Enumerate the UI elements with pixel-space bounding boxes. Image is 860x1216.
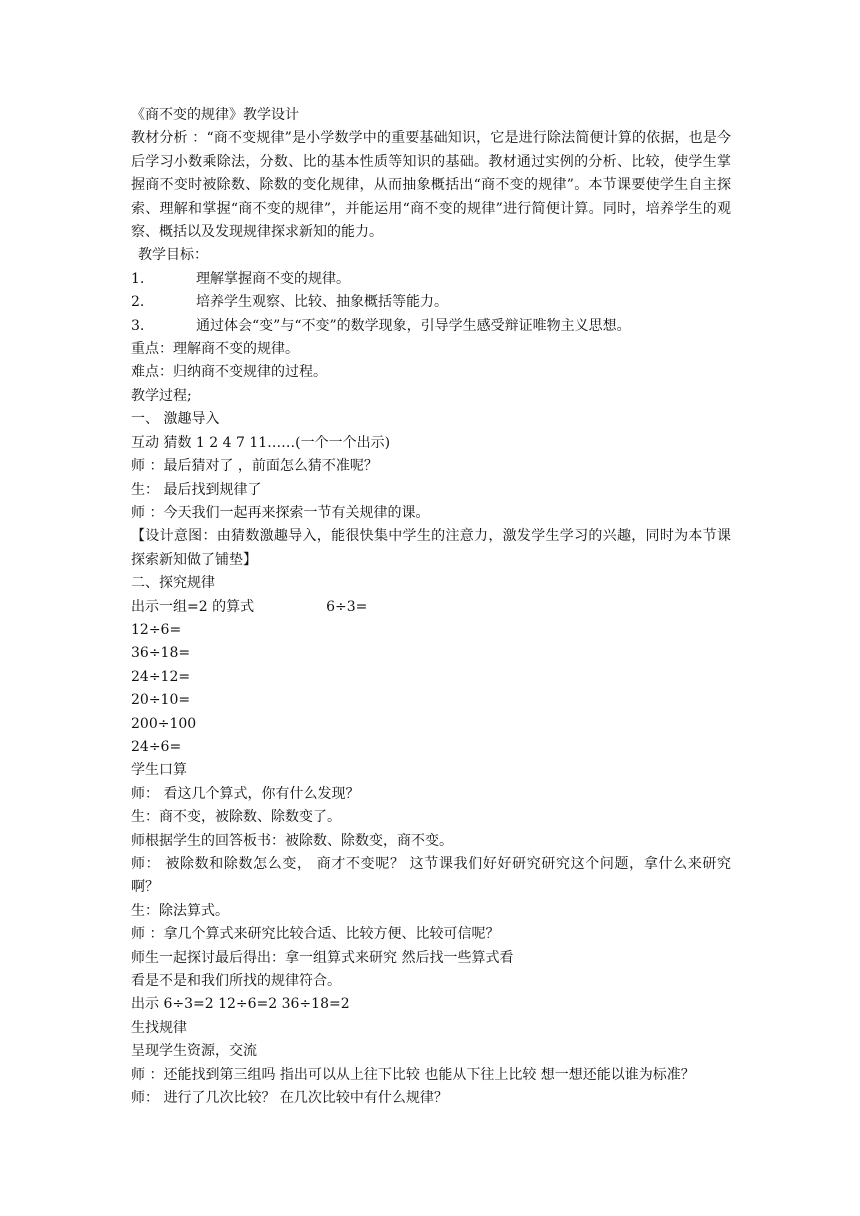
goal-item-2 bbox=[131, 291, 731, 314]
material-analysis-paragraph: 教材分析 ：“商不变规律”是小学数学中的重要基础知识，它是进行除法简便计算的依据，也是今后学习小数乘除法，分数、比的基本性质等知识的基础。教材通过实例的分析、比较，使学生掌握商不变时被除数、除数的变化规律，从而抽象概括出“商不变的规律”。本节课要使学生自主探索、理解和掌握“商不变的规律”，并能运用“商不变的规律”进行简便计算。同时，培养学生的观察、概括以及发现规律探求新知的能力。 bbox=[131, 130, 731, 241]
discussion-line-1: 师生一起探讨最后得出：拿一组算式来研究 然后找一些算式看 bbox=[131, 949, 514, 966]
difficulty: 难点：归纳商不变规律的过程。 bbox=[131, 364, 327, 381]
discussion-line-2: 看是不是和我们所找的规律符合。 bbox=[131, 973, 341, 990]
student-line-3: 生：除法算式。 bbox=[131, 902, 229, 919]
equation-line: 20÷10= bbox=[131, 692, 191, 709]
teacher-line-5: 师 ：拿几个算式来研究比较合适、比较方便、比较可信呢？ bbox=[131, 926, 500, 943]
goal-text: 理解掌握商不变的规律。 bbox=[196, 270, 350, 287]
equation-line: 200÷100 bbox=[131, 715, 197, 732]
equation-first: 6÷3= bbox=[326, 598, 368, 615]
design-intent-note: 【设计意图：由猜数激趣导入，能很快集中学生的注意力，激发学生学习的兴趣，同时为本节课探索新知做了铺垫】 bbox=[131, 528, 731, 568]
teacher-line-2: 师 ：今天我们一起再来探索一节有关规律的课。 bbox=[131, 504, 430, 521]
teacher-line-7: 师： 进行了几次比较？ 在几次比较中有什么规律？ bbox=[131, 1090, 448, 1107]
equation-line: 36÷18= bbox=[131, 645, 191, 662]
equation-line: 12÷6= bbox=[131, 621, 182, 638]
teacher-line-3: 师： 看这几个算式，你有什么发现？ bbox=[131, 785, 360, 802]
show-group-line bbox=[131, 596, 731, 619]
board-writing: 师根据学生的回答板书：被除数、除数变，商不变。 bbox=[131, 832, 453, 849]
teacher-line-1: 师 ：最后猜对了 ，前面怎么猜不准呢？ bbox=[131, 458, 378, 475]
document-body bbox=[131, 104, 731, 1110]
show-equations: 出示 6÷3=2 12÷6=2 36÷18=2 bbox=[131, 996, 350, 1013]
show-group-text: 出示一组=2 的算式 bbox=[131, 598, 255, 615]
section-heading-2: 二、探究规律 bbox=[131, 575, 215, 592]
teacher-line-4: 师： 被除数和除数怎么变， 商才不变呢？ 这节课我们好好研究研究这个问题，拿什么来研究啊？ bbox=[131, 856, 731, 896]
section-heading-1: 一、 激趣导入 bbox=[131, 411, 220, 428]
document-title: 《商不变的规律》教学设计 bbox=[131, 107, 299, 123]
process-heading: 教学过程; bbox=[131, 387, 192, 404]
interaction-line: 互动 猜数 1 2 4 7 11……(一个一个出示) bbox=[131, 434, 391, 451]
teacher-line-6: 师 ：还能找到第三组吗 指出可以从上往下比较 也能从下往上比较 想一想还能以谁为标准？ bbox=[131, 1066, 695, 1083]
key-point: 重点：理解商不变的规律。 bbox=[131, 341, 299, 358]
goals-heading: 教学目标： bbox=[138, 247, 208, 264]
present-resources: 呈现学生资源，交流 bbox=[131, 1043, 257, 1060]
equation-line: 24÷12= bbox=[131, 668, 191, 685]
goal-text: 通过体会“变”与“不变”的数学现象，引导学生感受辩证唯物主义思想。 bbox=[196, 317, 631, 334]
student-line-1: 生： 最后找到规律了 bbox=[131, 481, 262, 498]
goal-item-3 bbox=[131, 315, 731, 338]
goal-number: 1. bbox=[131, 270, 145, 287]
find-rule: 生找规律 bbox=[131, 1019, 187, 1036]
goal-number: 3. bbox=[131, 317, 145, 334]
goal-number: 2. bbox=[131, 294, 145, 311]
student-line-2: 生：商不变，被除数、除数变了。 bbox=[131, 809, 341, 826]
goal-text: 培养学生观察、比较、抽象概括等能力。 bbox=[196, 294, 448, 311]
oral-calculation: 学生口算 bbox=[131, 762, 187, 779]
equation-line: 24÷6= bbox=[131, 738, 182, 755]
goal-item-1 bbox=[131, 268, 731, 291]
